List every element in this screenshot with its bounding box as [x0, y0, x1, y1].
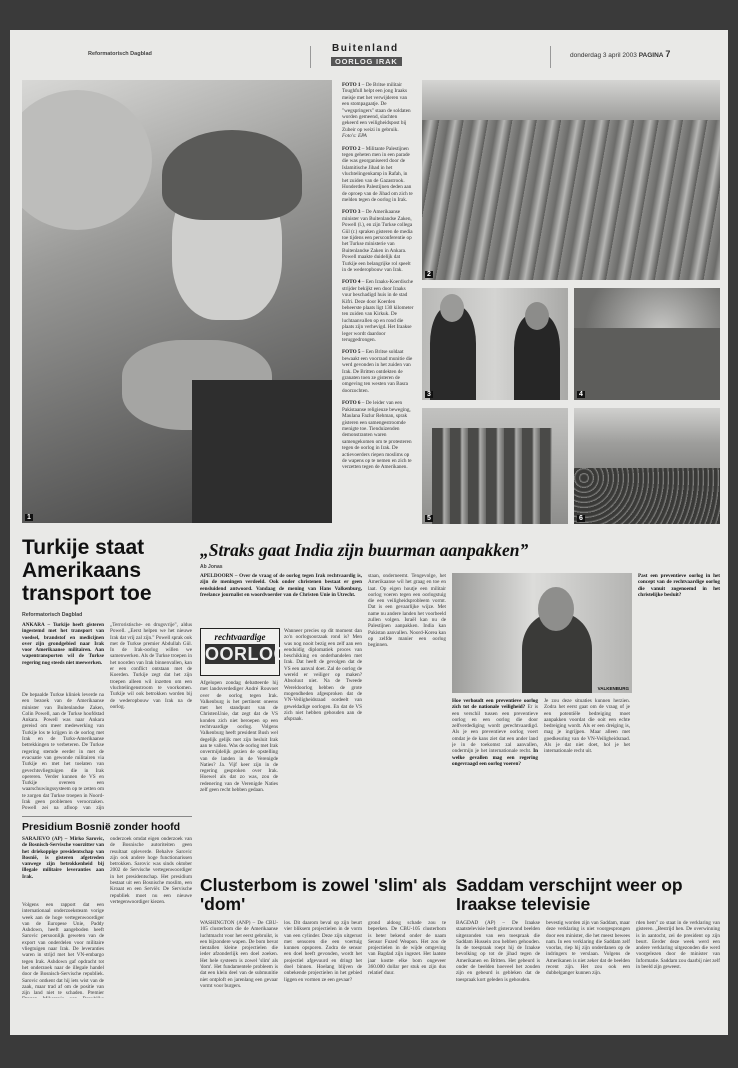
question-just-war: Past een preventieve oorlog in het concept van de rechtvaardige oorlog die vanuit zogenoemd in het christelijke besluit? [638, 573, 720, 598]
question-permission: In welke gevallen mag een regering ongevraagd een oorlog voeren? [452, 748, 538, 767]
photo-number: 1 [27, 514, 31, 521]
body-turkije-col2: „Terroristische- en drugsvrije", aldus Powell. „Eerst helpen we het nieuwe Irak dat vrij zal zijn." Powell sprak ook met de Turkse premier Abdullah Gül. In de Irak-oorlog willen we samenwerken. Als de Turkse troepen in het noorden van Irak binnenvallen, kan er een conflict ontstaan met de Koerden. Turkije zegt dat het zijn troepen alleen wil inzetten om een vluchtelingenstroom te voorkomen. Turkije wil ook betrokken worden bij de wederopbouw van Irak na de oorlog. [110, 622, 192, 710]
body-bosnie-col2: onderzoek omdat eigen onderzoek van de Bosnische autoriteiten geen resultaat opleverde. Behalve Sarovic zijn ook andere hoge functionarissen betrokken. Sarovic was sinds oktober 2002 de Servische vertegenwoordiger in het presidentschap. Het presidium bestaat uit een Bosnische moslim, een Kroaat en een Serviër. De Servische republiek moet nu een nieuwe vertegenwoordiger kiezen. [110, 836, 192, 905]
caption-label: FOTO 1 [342, 82, 361, 88]
photo-ammunition [422, 408, 568, 524]
lead-bosnie: SARAJEVO (AP) – Mirko Sarovic, de Bosnisch-Servische voorzitter van het driekoppige presidentschap van Bosnië, is gisteren afgetreden vanwege zijn betrokkenheid bij illegale militaire leveranties aan Irak. [22, 836, 104, 880]
header-divider-left [310, 46, 311, 68]
body-saddam-col2: bevestig worden zijn van Saddam, maar deze verklaring is niet voorgesprongen door een minister, die het meest bewees nam. In een verklaring die Saddam zelf voorlas, riep hij zijn onderdanen op de indringers te verslaan. Volgens de Amerikanen is niet zeker dat de beelden recent zijn. Het zou ook een dubbelganger kunnen zijn. [546, 920, 630, 977]
body-turkije: De bepaalde Turkse kliniek leverde na een bezoek van de Amerikaanse minister van Buitenlandse Zaken, Colin Powell, aan de Turkse hoofdstad Ankara. Powell was naar Ankara gereisd om meer medewerking van Turkije los te krijgen in de oorlog met Irak en de Turks-Amerikaanse betrekkingen te verbeteren. De Turkse regering stemde eerder in met de evacuatie van gewonde militairen via Turkije en met het toelaten van gevechtsvliegtuigen die in Irak opereren. Verder kunnen de VS en Turkije overeen een waarschuwingssysteem op te zetten om te zorgen dat Turkse troepen in Noord-Irak geen problemen veroorzaken. Powell zei na afloop van zijn [22, 692, 104, 810]
photo-credit-valkenburg: VALKENBURG [597, 686, 629, 691]
photo-shape-ruins [574, 328, 720, 400]
answer-india-col5: Je zou deze situaties kunnen herzien. Zodra het eerst gaat om de vraag of je een potentiële bedreiging moet aanpakken voordat die ooit een echte bedreiging wordt. Als er een dreiging is, mag je ingrijpen. Maar alleen met goedkeuring van de VN-Veiligheidsraad. Als je dat niet doet, hol je het internationale recht uit. [544, 698, 630, 755]
photo-number: 2 [427, 271, 431, 278]
body-cluster-col3: grond aldoog schade zou te beperken. De CBU-105 clusterbom is beter bekend onder de naam Sensor Fuzed Weapon. Het zou de projectielen in de wijde omgeving van Bagdad zijn ingezet. Het laatste jaar kostte elke bom ongeveer 360.000 dollar per stuk en zijn dus relatief duur. [368, 920, 446, 977]
subsection-badge: OORLOG IRAK [331, 57, 402, 66]
newspaper-name: Reformatorisch Dagblad [88, 51, 152, 57]
lead-india: APELDOORN – Over de vraag of de oorlog tegen Irak rechtvaardig is, zijn de meningen verdeeld. Ook onder christenen bestaat er geen eensluidend antwoord. Vandaag de mening van Hans Valkenburg, freelance journalist en woordvoerder van de Christen Unie in Utrecht. [200, 573, 362, 598]
caption-3 [342, 209, 414, 273]
logo-rechtvaardige-oorlog [200, 628, 288, 676]
caption-1 [342, 82, 414, 140]
caption-text: – Militante Palestijnen tegen geheten men in een parade die was georganiseerd door de Islamitische Jihad in het vluchtelingenkamp in Rafah, in het zuiden van de Gazastrook. Honderden Palestijnen deden aan de oproep van de Jihad om zich te melden tegen de oorlog in Irak. [342, 145, 413, 203]
photo-kurdish-fighter [574, 288, 720, 400]
body-india-col1: Afgelopen zondag debatteerde hij met landsverdediger André Rouvoet over de oorlog tegen Irak. Valkenburg is het pertinent oneens met het standpunt van de ChristenUnie, dat zegt dat de VS konden zich niet beroepen op een rechtvaardige oorlog. Volgens Valkenburg heeft president Bush wel degelijk gelijk met zijn besluit Irak aan te vallen. Was de oorlog met Irak onvermijdelijk gezien de opstelling van de landen in de Verenigde Naties? Ja. Vijf keer zijn in de regering gesproken over Irak. Hoewel als dat zo was, zou de redenering van de Verenigde Naties zelf geen recht hebben gedaan. [200, 680, 278, 794]
body-bosnie: Volgens een rapport dat een internationaal onderzoeksteam vorige week aan de hoge vertegenwoordiger van de Europese Unie, Paddy Ashdown, heeft aangeboden heeft Sarovic persoonlijk geweten van de export van onderdelen voor militaire vliegtuigen naar Irak. De leveranties waren in strijd met het VN-embargo tegen Irak. Ashdown gaf opdracht tot het onderzoek naar de illegale handel door de Bosnisch-Servische republiek. Sarovic ontkent dat hij iets wist van de zaak, maar trad af om de positie van zijn land niet te schaden. Premier [22, 902, 104, 997]
photo-soldier-girl [22, 80, 332, 523]
headline-bosnie: Presidium Bosnië zonder hoofd [22, 821, 181, 833]
photo-shape-helmet [22, 90, 152, 230]
header-divider-right [550, 46, 551, 68]
photo-number: 3 [427, 391, 431, 398]
caption-credit: Foto's: EPA [342, 133, 367, 140]
section-title: Buitenland [332, 43, 399, 54]
question-preventive: Hoe verhoudt een preventieve oorlog zich tot de nationale veiligheid? [452, 698, 538, 711]
page-date [570, 49, 670, 59]
caption-5 [342, 349, 414, 394]
photo-shape-gul-head [525, 302, 549, 330]
caption-2 [342, 146, 414, 204]
divider-bosnie [22, 816, 192, 817]
photo-number: 5 [427, 515, 431, 522]
headline-india: „Straks gaat India zijn buurman aanpakken” [200, 540, 529, 560]
caption-label: FOTO 6 [342, 400, 361, 407]
date-text: donderdag 3 april 2003 [570, 52, 637, 59]
caption-label: FOTO 3 [342, 209, 361, 216]
body-india-col5 [544, 698, 630, 868]
headline-clusterbom: Clusterbom is zowel 'slim' als 'dom' [200, 875, 447, 914]
byline-india: Ab Jonas [200, 564, 223, 570]
logo-bottom-text: OORLOG [205, 644, 288, 664]
photo-shape-shirt [192, 380, 332, 523]
newspaper-page [10, 30, 728, 1035]
photo-shape-shells [432, 428, 552, 524]
photo-powell-gul [422, 288, 568, 400]
page-label: PAGINA [638, 52, 664, 59]
body-saddam-col1: BAGDAD (AP) – De Iraakse staatstelevisie heeft gisteravond beelden uitgezonden van een toespraak die Saddam Hussein zou hebben gehouden. In de toespraak roept hij de Iraakse bevolking op tot de jihad tegen de Amerikanen en Britten. Het gebeurd is onder de beelden hoeveel het zouden zijn en gebeurd is gebleken dat de toespraak kort geleden is gehouden. [456, 920, 540, 983]
caption-text: – De Britse militair Toughfull helpt een jong Iraaks meisje met het verwijderen van een stompagaatje. De "wegspringers" staan de soldaten worden gemeend, slachten gekeerd een veiligheidspost bij Zubeir op weizi in gebruik. [342, 82, 411, 133]
photo-militants-parade [422, 80, 720, 280]
byline-turkije: Reformatorisch Dagblad [22, 612, 83, 618]
caption-text: – Een Britse soldaat bewaakt een voorraad munitie die werd gevonden in het zuiden van Irak. De Britten ontdekten de granaten toen ze gisteren de omgeving ten westen van Basra doorzochten. [342, 349, 413, 394]
photo-pakistan-rally [574, 408, 720, 524]
body-india-col4 [452, 698, 538, 868]
headline-turkije: Turkije staat Amerikaans transport toe [22, 536, 152, 605]
answer-preventive: Er is een verschil tussen een preventieve oorlog en een oorlog die door zelfverdediging wordt gerechtvaardigd. Als je een preventieve oorlog voert omdat je de kans ziet dat een ander land je in de toekomst zal aanvallen, ondermijn je het internationale recht. [452, 704, 538, 755]
caption-text: – De leider van een Pakistaanse religieuze beweging, Maulana Fazlur Rehman, sprak gisteren een samengestroomde menigte toe. Tienduizenden demonstranten waren samengekomen om te protesteren tegen de oorlog in Irak. De actievoerders riepen moslims op de wapens op te nemen en zich te verzetten tegen de Amerikanen. [342, 400, 412, 471]
body-saddam-col3: rden hem" zo staat in de verklaring van gisteren. „Bestrijd hen. De overwinning is in aantocht, zei de president op zijn beurt. Eerder deze week werd een andere verklaring uitgezonden die werd voorgelezen door de minister van Informatie. Saddam zou daarbij niet zelf in beeld zijn geweest. [636, 920, 720, 971]
body-cluster-col1: WASHINGTON (ANP) – De CBU-105 clusterbom die de Amerikaanse luchtmacht voor het eerst gebruikt, is een bijzondere wapen. De bom bevat tientallen kleine projectielen die ieder afzonderlijk een doel zoeken. Het hele systeem is zowel 'slim' als 'dom'. Het fundamentele probleem is dat een klein deel van de submunitie niet ontploft en jarenlang een gevaar vormt voor burgers. [200, 920, 278, 989]
body-cluster-col2: los. Dit daarom beval op zijn beurt vier bliksem projectielen in de vorm van een cylinder. Deze zijn uitgerust met sensoren die een voertuig kunnen opsporen. Zodra de sensor een doel heeft gevonden, wordt het projectiel afgevuurd en dringt het doel binnen. Hoelang blijven de onbekende projectielen in het gebied liggen en vormen ze een gevaar? [284, 920, 362, 983]
caption-4 [342, 279, 414, 343]
headline-saddam: Saddam verschijnt weer op Iraakse televisie [456, 875, 683, 914]
caption-text: – De Amerikaanse minister van Buitenlandse Zaken, Powell (l.), en zijn Turkse collega Gül (r.) spraken gisteren de media toe tijdens een persconferentie op het Turkse ministerie van Buitenlandse Zaken in Ankara. Powell maakte duidelijk dat Turkije een belangrijke rol speelt in de wederopbouw van Irak. [342, 209, 413, 273]
caption-label: FOTO 5 [342, 349, 361, 356]
lead-turkije: ANKARA – Turkije heeft gisteren ingestemd met het transport van voedsel, brandstof en medicijnen over zijn grondgebied naar Irak voor Amerikaanse militairen. Aan wapentransporten wil de Turkse regering nog steeds niet meewerken. [22, 622, 104, 666]
caption-6 [342, 400, 414, 470]
body-india-col6 [638, 573, 720, 868]
photo-shape-hair [162, 130, 302, 220]
photo-shape-crowd [574, 468, 720, 524]
photo-number: 6 [579, 515, 583, 522]
photo-number: 4 [579, 391, 583, 398]
photo-shape-person-head [538, 587, 574, 631]
photo-captions [342, 82, 414, 522]
photo-valkenburg [452, 573, 632, 693]
photo-shape-sky [422, 80, 720, 120]
body-india-col3: staan, onderneemt. Tengevolge, het Amerikaanse wil het graag en toe en laat. Op eigen houtje een militair oorlog voeren tegen een oorlogstuig die een veiligheidsprobleem vormt. Dat is een gevaarlijke wijze. Met name nu andere landen het voorbeeld zullen volgen. Israël kan nu de Palestijnen aanpakken. India kan Pakistan aanvallen. Noord-Korea kan op zelfde manier een oorlog beginnen. [368, 573, 446, 649]
caption-label: FOTO 2 [342, 145, 361, 152]
photo-shape-powell-head [440, 294, 464, 322]
logo-top-text: rechtvaardige [214, 632, 266, 642]
caption-text: – Een Iraaks-Koerdische strijder bekijkt een door Iraaks vuur beschadigd huis in de stad Kifri. Deze door Koerden beheerste plaats ligt 130 kilometer ten zuiden van Kirkuk. De luchtaanvallen op en rond die plaats zijn verhevigd. Het Iraakse leger wordt daardoor teruggedrongen. [342, 279, 414, 344]
caption-label: FOTO 4 [342, 279, 361, 286]
body-india-col2: Wanneer precies op dit moment dan zo'n oorlogsoorzaak rond is? Men was nog nooit bezig een zelf aan een eenduidig diplomatiek proces van beschikking en onderhandelen met Irak. Dat heeft de gevolgen dat de VS een aanval doet. Zal de oorlog de wereld er veiliger op maken? Absoluut niet. Na de Tweede Wereldoorlog hebben de grote mogendheden afgesproken dat de VN-Veiligheidsraad oordeelt van geweldadige oorlogen. En dat de VS zich niet hebben gehouden aan de afspraak. [284, 628, 362, 723]
page-number: 7 [665, 49, 671, 59]
